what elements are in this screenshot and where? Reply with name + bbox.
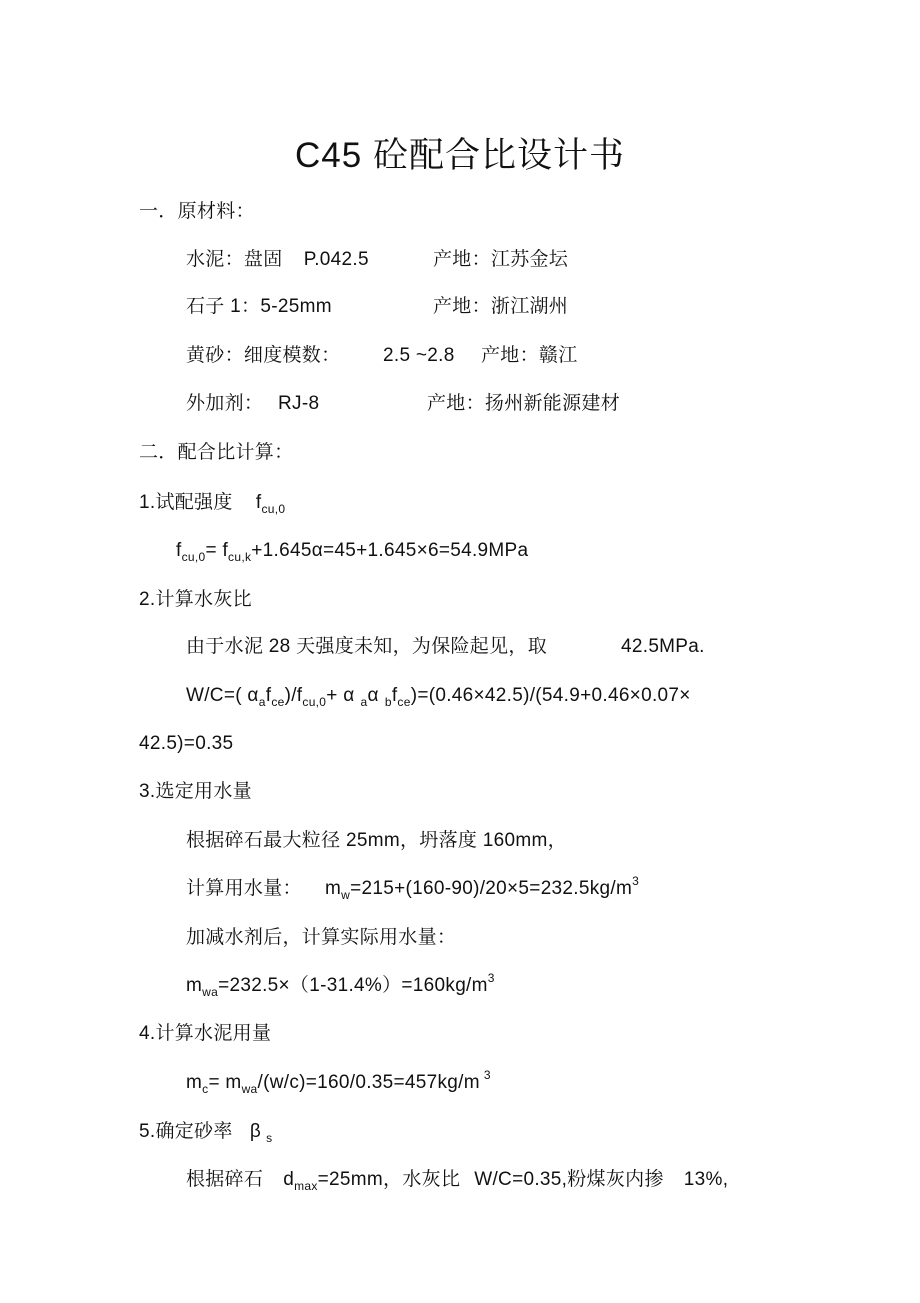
step1-title: 1.试配强度 (139, 492, 233, 513)
cement-origin: 产地：江苏金坛 (433, 249, 569, 270)
formula-sub: ce (397, 695, 411, 709)
formula-sub: a (258, 695, 266, 709)
cement-line (186, 248, 369, 272)
section-heading-materials: 一．原材料： (139, 201, 255, 222)
stone-label: 石子 1：5-25mm (186, 296, 332, 317)
cement-label: 水泥：盘固 (186, 249, 283, 270)
admixture-value: RJ-8 (278, 393, 320, 414)
formula-part: m (186, 1072, 203, 1093)
formula-sup: 3 (483, 1068, 491, 1082)
sand-label: 黄砂：细度模数： (186, 345, 341, 366)
admixture-label: 外加剂： (186, 393, 264, 414)
formula-part: =232.5×（1-31.4%）=160kg/m (218, 975, 488, 996)
text-part: 13%, (683, 1169, 729, 1190)
formula-sub: cu,k (228, 550, 252, 564)
step1-formula (176, 539, 528, 563)
formula-part: m (325, 878, 342, 899)
stone-origin: 产地：浙江湖州 (433, 296, 569, 317)
text-part: 粉煤灰内掺 (567, 1169, 664, 1190)
formula-part: f (176, 540, 182, 561)
formula-part: f (391, 685, 398, 706)
step2-formula-continued: 42.5)=0.35 (139, 733, 234, 754)
formula-sub: a (360, 695, 368, 709)
document-title: C45 砼配合比设计书 (295, 136, 625, 175)
step2-description: 由于水泥 28 天强度未知，为保险起见，取 (186, 636, 547, 657)
step4-formula (186, 1068, 491, 1096)
formula-part: β (249, 1121, 262, 1142)
step3-calc-label: 计算用水量： (186, 878, 302, 899)
formula-part: )=(0.46×42.5)/(54.9+0.46×0.07× (410, 685, 691, 706)
text-part: =25mm，水灰比 (317, 1169, 461, 1190)
step3-description: 根据碎石最大粒径 25mm，坍落度 160mm， (186, 830, 567, 851)
formula-part: )/f (284, 685, 303, 706)
step1-symbol-sub: cu,0 (261, 502, 286, 516)
formula-part: α (367, 685, 379, 706)
formula-sub: wa (241, 1082, 258, 1096)
step3-heading: 3.选定用水量 (139, 781, 252, 802)
formula-sub: wa (202, 985, 219, 999)
cement-grade: P.042.5 (303, 249, 369, 270)
text-part: 根据碎石 (186, 1169, 264, 1190)
step2-formula (186, 684, 691, 708)
formula-part: m (186, 975, 203, 996)
step2-heading: 2.计算水灰比 (139, 589, 252, 610)
formula-part: = f (205, 540, 229, 561)
formula-part: f (265, 685, 272, 706)
formula-sup: 3 (632, 874, 640, 888)
admixture-origin: 产地：扬州新能源建材 (427, 393, 621, 414)
step5-heading (139, 1120, 272, 1144)
formula-part: = m (208, 1072, 242, 1093)
step5-title: 5.确定砂率 (139, 1121, 233, 1142)
formula-part: + α (326, 685, 355, 706)
formula-sub: c (202, 1082, 209, 1096)
formula-sub: w (341, 888, 351, 902)
formula-sub: cu,0 (302, 695, 327, 709)
formula-sup: 3 (487, 971, 495, 985)
sand-value: 2.5 ~2.8 (383, 345, 455, 366)
section-heading-calculation: 二．配合比计算： (139, 442, 294, 463)
step5-description (186, 1168, 728, 1192)
formula-sub: s (266, 1131, 273, 1145)
formula-sub: cu,0 (181, 550, 206, 564)
formula-part: =215+(160-90)/20×5=232.5kg/m (350, 878, 633, 899)
step4-heading: 4.计算水泥用量 (139, 1023, 272, 1044)
step3-calc-formula (325, 874, 640, 902)
step3-after-label: 加减水剂后，计算实际用水量： (186, 927, 457, 948)
formula-part: W/C=( α (186, 685, 259, 706)
step3-actual-formula (186, 971, 495, 999)
text-part: W/C=0.35, (474, 1169, 568, 1190)
step1-symbol: f (255, 492, 262, 513)
formula-part: /(w/c)=160/0.35=457kg/m (257, 1072, 480, 1093)
step1-heading (139, 491, 285, 515)
formula-part: +1.645α=45+1.645×6=54.9MPa (251, 540, 529, 561)
formula-sub: ce (271, 695, 285, 709)
formula-sub: b (384, 695, 392, 709)
formula-sub: max (294, 1179, 318, 1193)
step2-value: 42.5MPa. (621, 636, 705, 657)
formula-part: d (283, 1169, 295, 1190)
sand-origin: 产地：赣江 (481, 345, 578, 366)
